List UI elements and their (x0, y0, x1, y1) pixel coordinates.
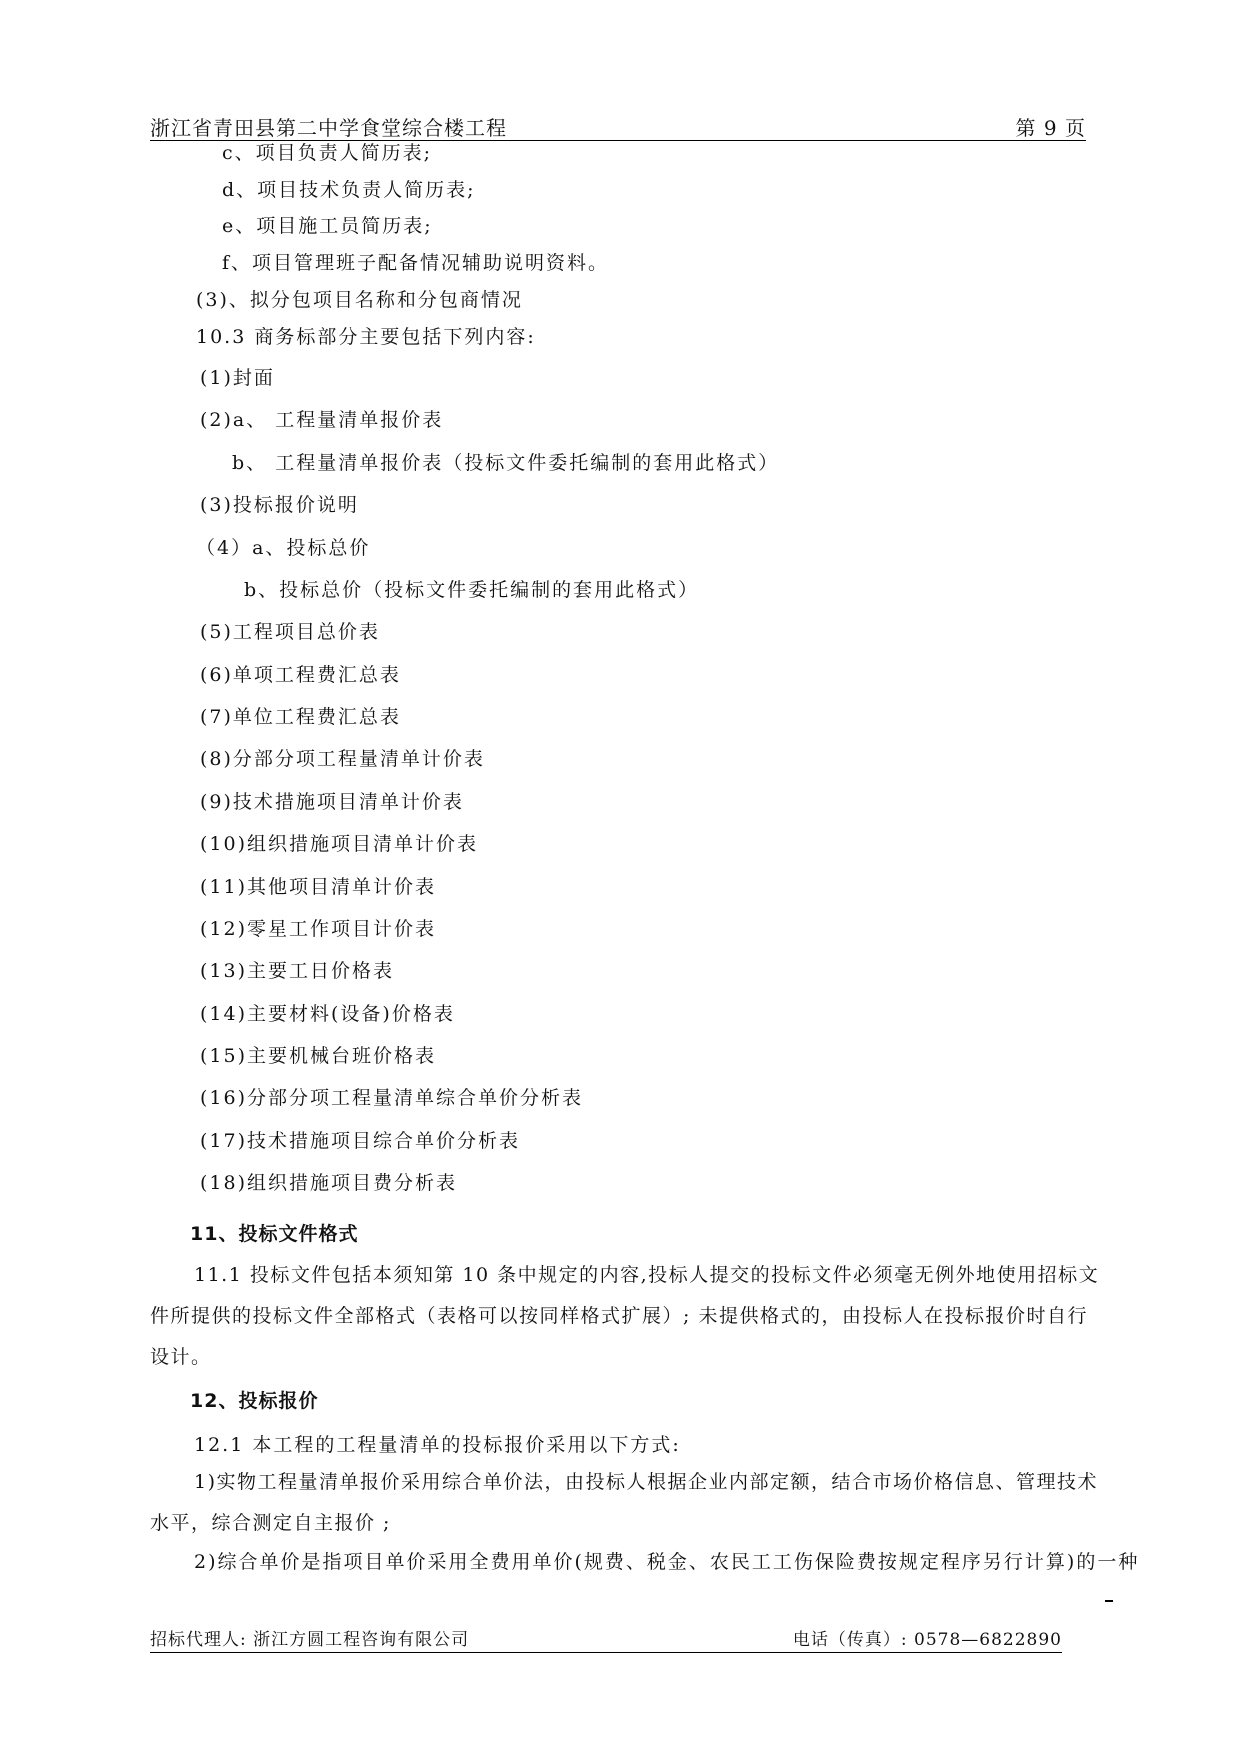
page-header (150, 112, 1086, 141)
section-12-intro: 12.1 本工程的工程量清单的投标报价采用以下方式: (194, 1434, 681, 1456)
list-item: (1)封面 (200, 367, 275, 389)
section-11-paragraph: 11.1 投标文件包括本须知第 10 条中规定的内容,投标人提交的投标文件必须毫无例外地使用招标文件所提供的投标文件全部格式（表格可以按同样格式扩展）; 未提供格式的，由投标人在投标报价时自行设计。 (150, 1264, 1100, 1368)
list-item: (17)技术措施项目综合单价分析表 (200, 1130, 521, 1152)
list-item: b、 工程量清单报价表（投标文件委托编制的套用此格式） (232, 452, 780, 474)
list-item: （4）a、投标总价 (196, 537, 371, 559)
list-item: d、项目技术负责人简历表; (222, 179, 476, 201)
list-item: (2)a、 工程量清单报价表 (200, 409, 444, 431)
page-number: 第 9 页 (1015, 116, 1086, 140)
section-heading-12: 12、投标报价 (190, 1390, 319, 1412)
list-item: (10)组织措施项目清单计价表 (200, 833, 479, 855)
contact-phone: 电话（传真）: 0578—6822890 (792, 1630, 1062, 1650)
list-item: (13)主要工日价格表 (200, 960, 395, 982)
section-heading-11: 11、投标文件格式 (190, 1223, 359, 1245)
page-mark (1105, 1600, 1113, 1602)
list-item: f、项目管理班子配备情况辅助说明资料。 (222, 252, 610, 274)
list-item: (16)分部分项工程量清单综合单价分析表 (200, 1087, 584, 1109)
tender-agent: 招标代理人: 浙江方圆工程咨询有限公司 (150, 1630, 470, 1650)
list-item: (7)单位工程费汇总表 (200, 706, 401, 728)
list-item: b、投标总价（投标文件委托编制的套用此格式） (244, 579, 700, 601)
page-footer (150, 1625, 1062, 1653)
list-item: (14)主要材料(设备)价格表 (200, 1003, 455, 1025)
list-item: (18)组织措施项目费分析表 (200, 1172, 458, 1194)
list-item: 10.3 商务标部分主要包括下列内容: (196, 326, 536, 348)
section-12-item-2: 2)综合单价是指项目单价采用全费用单价(规费、税金、农民工工伤保险费按规定程序另行计算)的一种 (194, 1551, 1140, 1573)
section-12-item-1: 1)实物工程量清单报价采用综合单价法，由投标人根据企业内部定额，结合市场价格信息、管理技术水平，综合测定自主报价 ; (150, 1471, 1099, 1534)
list-item: (6)单项工程费汇总表 (200, 664, 401, 686)
list-item: (5)工程项目总价表 (200, 621, 380, 643)
list-item: c、项目负责人简历表; (222, 142, 433, 164)
list-item: (3)、拟分包项目名称和分包商情况 (196, 289, 523, 311)
list-item: (12)零星工作项目计价表 (200, 918, 437, 940)
list-item: (8)分部分项工程量清单计价表 (200, 748, 485, 770)
list-item: e、项目施工员简历表; (222, 215, 433, 237)
list-item: (9)技术措施项目清单计价表 (200, 791, 464, 813)
list-item: (15)主要机械台班价格表 (200, 1045, 437, 1067)
list-item: (3)投标报价说明 (200, 494, 359, 516)
list-item: (11)其他项目清单计价表 (200, 876, 437, 898)
document-title: 浙江省青田县第二中学食堂综合楼工程 (150, 116, 507, 140)
